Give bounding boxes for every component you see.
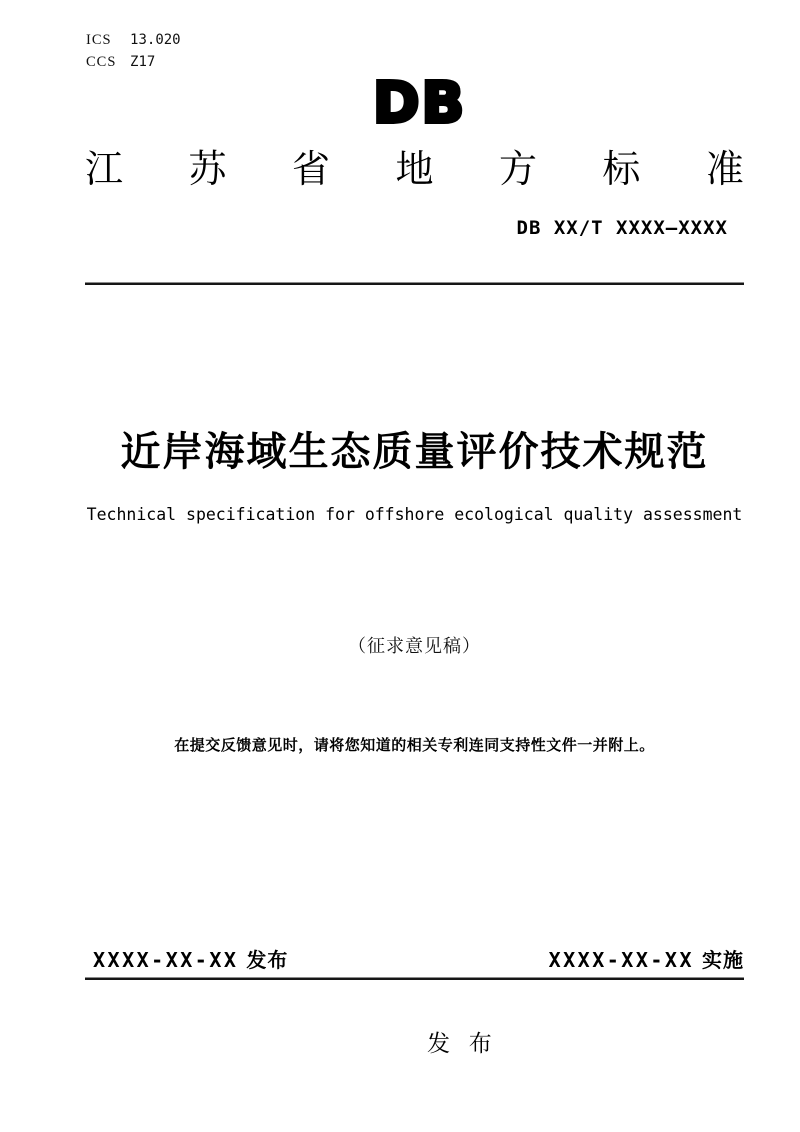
ics-ccs-block: [86, 29, 181, 73]
issue-date-value: XXXX-XX-XX: [93, 948, 239, 972]
ics-label: ICS: [86, 32, 112, 48]
document-title-en: Technical specification for offshore ecological quality assessment: [86, 505, 743, 524]
issue-date-item: [85, 946, 288, 975]
implementation-date-value: XXXX-XX-XX: [548, 948, 694, 972]
issue-date-label: 发布: [246, 950, 289, 972]
draft-status-note: （征求意见稿）: [348, 636, 481, 656]
standard-type-char: 方: [498, 149, 537, 191]
patent-notice: 在提交反馈意见时，请将您知道的相关专利连同支持性文件一并附上。: [174, 737, 655, 754]
ccs-label: CCS: [86, 54, 117, 70]
standard-type-char: 江: [85, 149, 124, 191]
standard-type-char: 标: [602, 149, 641, 191]
document-title-zh: 近岸海域生态质量评价技术规范: [120, 430, 709, 474]
ics-value: 13.020: [130, 32, 181, 48]
db-logo: [372, 77, 472, 127]
ccs-line: [86, 51, 181, 73]
standard-type-char: 省: [291, 149, 330, 191]
implementation-date-label: 实施: [702, 950, 744, 972]
standard-type-title: [85, 146, 744, 194]
implementation-date-item: [549, 946, 744, 975]
standard-code: DB XX/T XXXX—XXXX: [516, 217, 728, 239]
standard-type-char: 地: [395, 149, 434, 191]
ccs-value: Z17: [130, 54, 156, 70]
standard-type-char: 苏: [188, 149, 227, 191]
ics-line: [86, 29, 181, 51]
footer-divider: [85, 977, 744, 980]
dates-row: [85, 946, 744, 975]
db-logo-text: DB: [373, 77, 467, 127]
publish-label: 发 布: [427, 1030, 494, 1056]
standard-type-char: 准: [705, 149, 744, 191]
header-divider: [85, 282, 744, 285]
